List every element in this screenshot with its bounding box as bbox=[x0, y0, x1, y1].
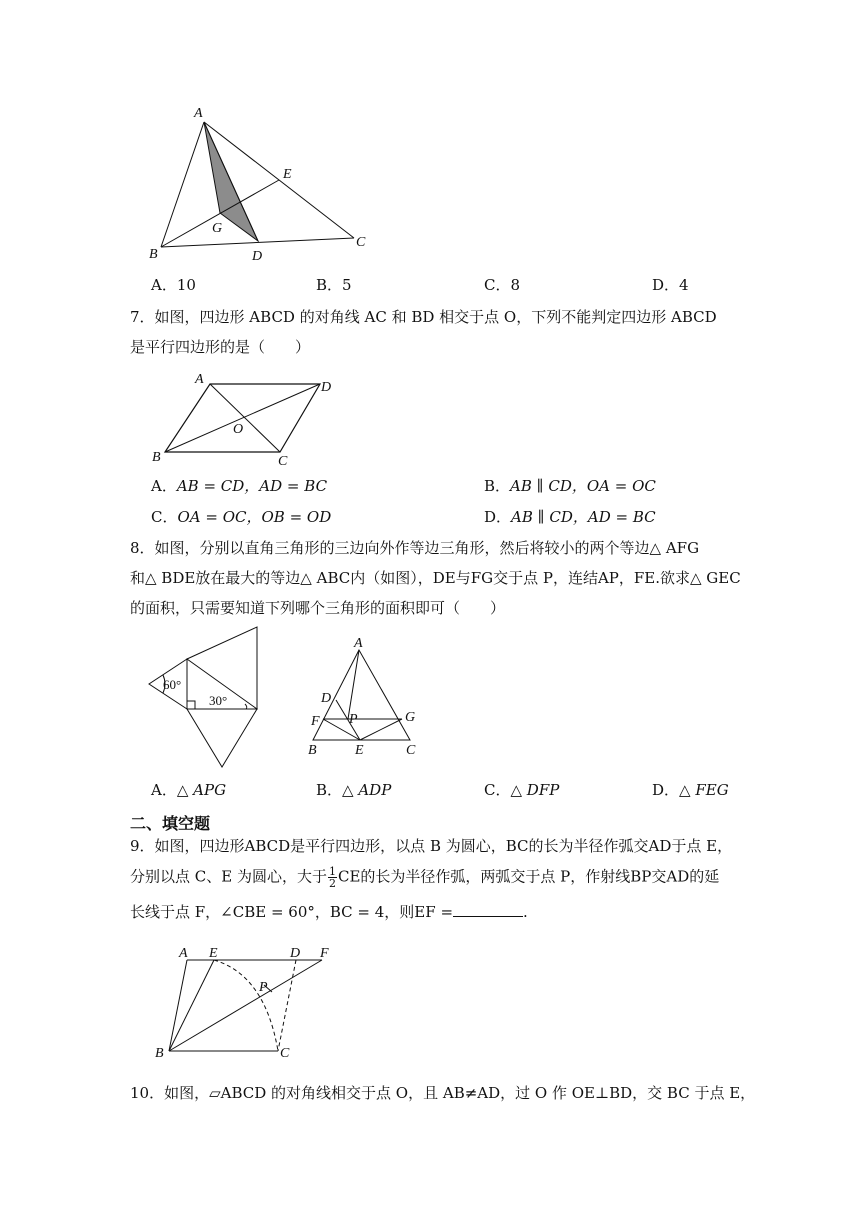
label-b: B bbox=[155, 1046, 164, 1061]
q7-option-c: C．OA = OC，OB = OD bbox=[151, 508, 332, 526]
label-f: F bbox=[320, 946, 329, 961]
q7-stem-line2: 是平行四边形的是（ ） bbox=[130, 338, 311, 356]
answer-blank[interactable] bbox=[453, 902, 523, 917]
label-b: B bbox=[149, 247, 158, 262]
fraction-one-half: $\frac{1}{2}$ bbox=[328, 865, 336, 890]
q6-option-c: C．8 bbox=[484, 276, 521, 294]
label-g: G bbox=[212, 221, 223, 236]
label-e: E bbox=[283, 167, 292, 182]
q9-stem-line1: 9．如图，四边形ABCD是平行四边形，以点 B 为圆心，BC的长为半径作弧交AD于点 E， bbox=[130, 837, 733, 855]
q8-stem-line3: 的面积，只需要知道下列哪个三角形的面积即可（ ） bbox=[130, 599, 506, 617]
q8-option-a: A．△ APG bbox=[151, 781, 227, 799]
label-d: D bbox=[321, 380, 332, 395]
label-d: D bbox=[252, 249, 263, 264]
q7-stem-line1: 7．如图，四边形 ABCD 的对角线 AC 和 BD 相交于点 O，下列不能判定四边形 ABCD bbox=[130, 308, 717, 326]
q6-figure bbox=[140, 100, 380, 270]
q6-option-d: D．4 bbox=[652, 276, 689, 294]
q8-stem-line2: 和△ BDE放在最大的等边△ ABC内（如图），DE与FG交于点 P，连结AP，FE.欲求△ GEC bbox=[130, 569, 741, 587]
label-a: A bbox=[194, 106, 203, 121]
angle-30-label: 30° bbox=[209, 693, 228, 708]
label-a: A bbox=[179, 946, 188, 961]
q7-option-d: D．AB ∥ CD，AD = BC bbox=[484, 508, 656, 526]
label-e: E bbox=[355, 743, 364, 758]
label-d: D bbox=[321, 691, 332, 706]
label-b: B bbox=[152, 450, 161, 465]
q7-figure bbox=[145, 367, 345, 472]
q8-option-c: C．△ DFP bbox=[484, 781, 560, 799]
q7-option-b: B．AB ∥ CD，OA = OC bbox=[484, 477, 656, 495]
q9-figure bbox=[150, 940, 350, 1065]
label-c: C bbox=[406, 743, 416, 758]
angle-60-label: 60° bbox=[163, 677, 182, 692]
q8-figure-2 bbox=[305, 632, 430, 760]
q10-stem-line1: 10．如图，▱ABCD 的对角线相交于点 O，且 AB≠AD，过 O 作 OE⊥BD，交 BC 于点 E， bbox=[130, 1084, 756, 1102]
label-c: C bbox=[356, 235, 366, 250]
label-g: G bbox=[405, 710, 416, 725]
label-f: F bbox=[311, 714, 320, 729]
q6-option-a: A．10 bbox=[151, 276, 196, 294]
label-a: A bbox=[354, 636, 363, 651]
section-heading-fill-in: 二、填空题 bbox=[130, 814, 211, 833]
label-d: D bbox=[290, 946, 301, 961]
q6-option-b: B．5 bbox=[316, 276, 352, 294]
label-p: P bbox=[349, 712, 358, 727]
label-p: P bbox=[259, 980, 268, 995]
label-c: C bbox=[280, 1046, 290, 1061]
q8-option-b: B．△ ADP bbox=[316, 781, 392, 799]
label-o: O bbox=[233, 422, 244, 437]
q8-figure-1 bbox=[145, 625, 265, 770]
label-e: E bbox=[209, 946, 218, 961]
q7-option-a: A．AB = CD，AD = BC bbox=[151, 477, 328, 495]
label-a: A bbox=[195, 372, 204, 387]
label-b: B bbox=[308, 743, 317, 758]
q8-option-d: D．△ FEG bbox=[652, 781, 729, 799]
q8-stem-line1: 8．如图，分别以直角三角形的三边向外作等边三角形，然后将较小的两个等边△ AFG bbox=[130, 539, 700, 557]
q9-stem-line3: 长线于点 F，∠CBE = 60°，BC = 4，则EF = . bbox=[130, 903, 528, 921]
label-c: C bbox=[278, 454, 288, 469]
q9-stem-line2: 分别以点 C、E 为圆心，大于 $\frac{1}{2}$ CE的长为半径作弧，两弧交于点 P，作射线BP交AD的延 bbox=[130, 865, 720, 890]
